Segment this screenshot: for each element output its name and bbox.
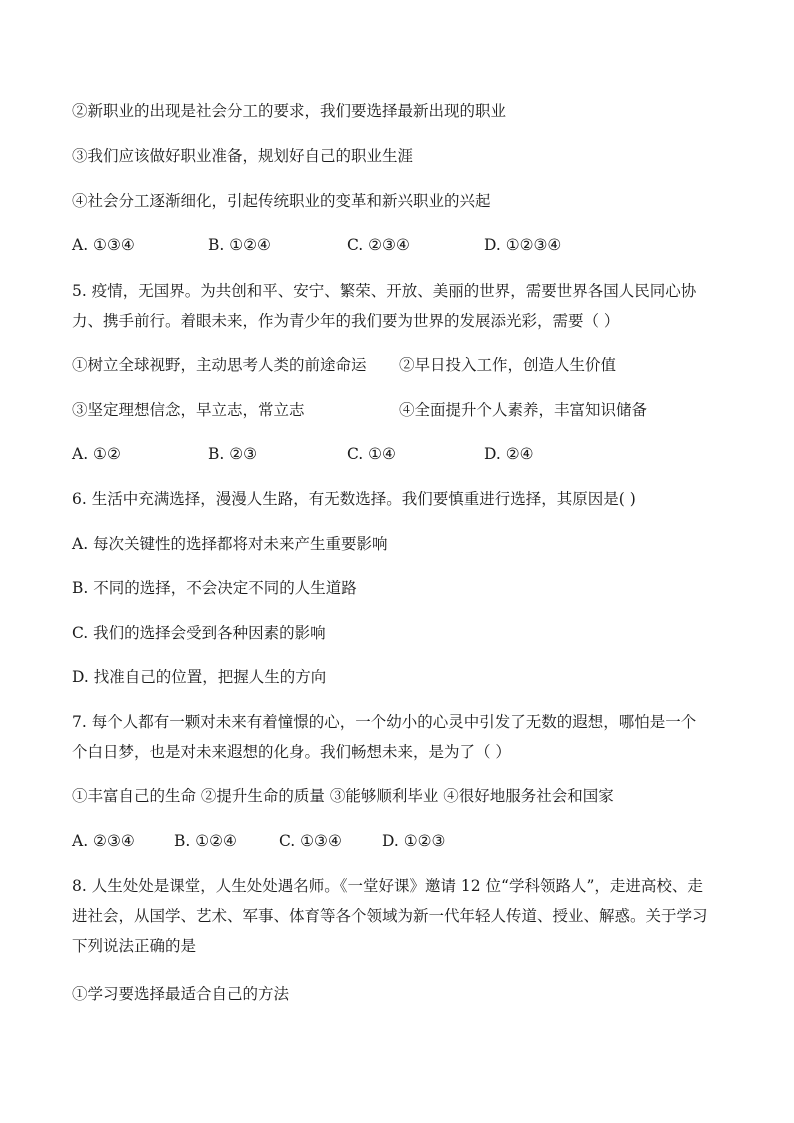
- q7-stem-line-2: 个白日梦，也是对未来遐想的化身。我们畅想未来，是为了（ ）: [72, 743, 511, 761]
- q8-statement-1: ①学习要选择最适合自己的方法: [72, 985, 290, 1003]
- q5-statement-2: ②早日投入工作，创造人生价值: [399, 356, 617, 374]
- q6-option-c[interactable]: C. 我们的选择会受到各种因素的影响: [72, 624, 326, 642]
- q4-statement-3: ③我们应该做好职业准备，规划好自己的职业生涯: [72, 147, 414, 165]
- q7-option-b[interactable]: B. ①②④: [174, 832, 237, 850]
- q5-option-c[interactable]: C. ①④: [347, 445, 396, 463]
- q5-stem-line-1: 5. 疫情，无国界。为共创和平、安宁、繁荣、开放、美丽的世界，需要世界各国人民同心协: [72, 282, 697, 300]
- q4-option-c[interactable]: C. ②③④: [347, 236, 410, 254]
- q7-option-c[interactable]: C. ①③④: [279, 832, 342, 850]
- q8-stem-line-2: 进社会，从国学、艺术、军事、体育等各个领域为新一代年轻人传道、授业、解惑。关于学习: [72, 907, 708, 925]
- q7-option-d[interactable]: D. ①②③: [382, 832, 446, 850]
- q4-option-d[interactable]: D. ①②③④: [484, 236, 562, 254]
- q5-option-b[interactable]: B. ②③: [208, 445, 258, 463]
- q6-option-a[interactable]: A. 每次关键性的选择都将对未来产生重要影响: [72, 535, 388, 553]
- q5-stem-line-2: 力、携手前行。着眼未来，作为青少年的我们要为世界的发展添光彩，需要（ ）: [72, 312, 620, 330]
- q4-statement-4: ④社会分工逐渐细化，引起传统职业的变革和新兴职业的兴起: [72, 192, 491, 210]
- q5-option-a[interactable]: A. ①②: [72, 445, 121, 463]
- q8-stem-line-3: 下列说法正确的是: [72, 937, 197, 955]
- q5-statement-4: ④全面提升个人素养，丰富知识储备: [399, 401, 648, 419]
- q8-stem-line-1: 8. 人生处处是课堂，人生处处遇名师。《一堂好课》邀请 12 位“学科领路人”，走进高校、走: [72, 877, 703, 895]
- q4-statement-2: ②新职业的出现是社会分工的要求，我们要选择最新出现的职业: [72, 102, 507, 120]
- q4-option-a[interactable]: A. ①③④: [72, 236, 135, 254]
- q5-statement-1: ①树立全球视野，主动思考人类的前途命运: [72, 356, 367, 374]
- q5-option-d[interactable]: D. ②④: [484, 445, 534, 463]
- q6-stem: 6. 生活中充满选择，漫漫人生路，有无数选择。我们要慎重进行选择，其原因是( ): [72, 490, 636, 508]
- q7-stem-line-1: 7. 每个人都有一颗对未来有着憧憬的心，一个幼小的心灵中引发了无数的遐想，哪怕是一个: [72, 713, 697, 731]
- q6-option-b[interactable]: B. 不同的选择，不会决定不同的人生道路: [72, 579, 357, 597]
- q6-option-d[interactable]: D. 找准自己的位置，把握人生的方向: [72, 668, 327, 686]
- q7-statements: ①丰富自己的生命 ②提升生命的质量 ③能够顺利毕业 ④很好地服务社会和国家: [72, 787, 614, 805]
- q7-option-a[interactable]: A. ②③④: [72, 832, 135, 850]
- q4-option-b[interactable]: B. ①②④: [208, 236, 271, 254]
- q5-statement-3: ③坚定理想信念，早立志，常立志: [72, 401, 305, 419]
